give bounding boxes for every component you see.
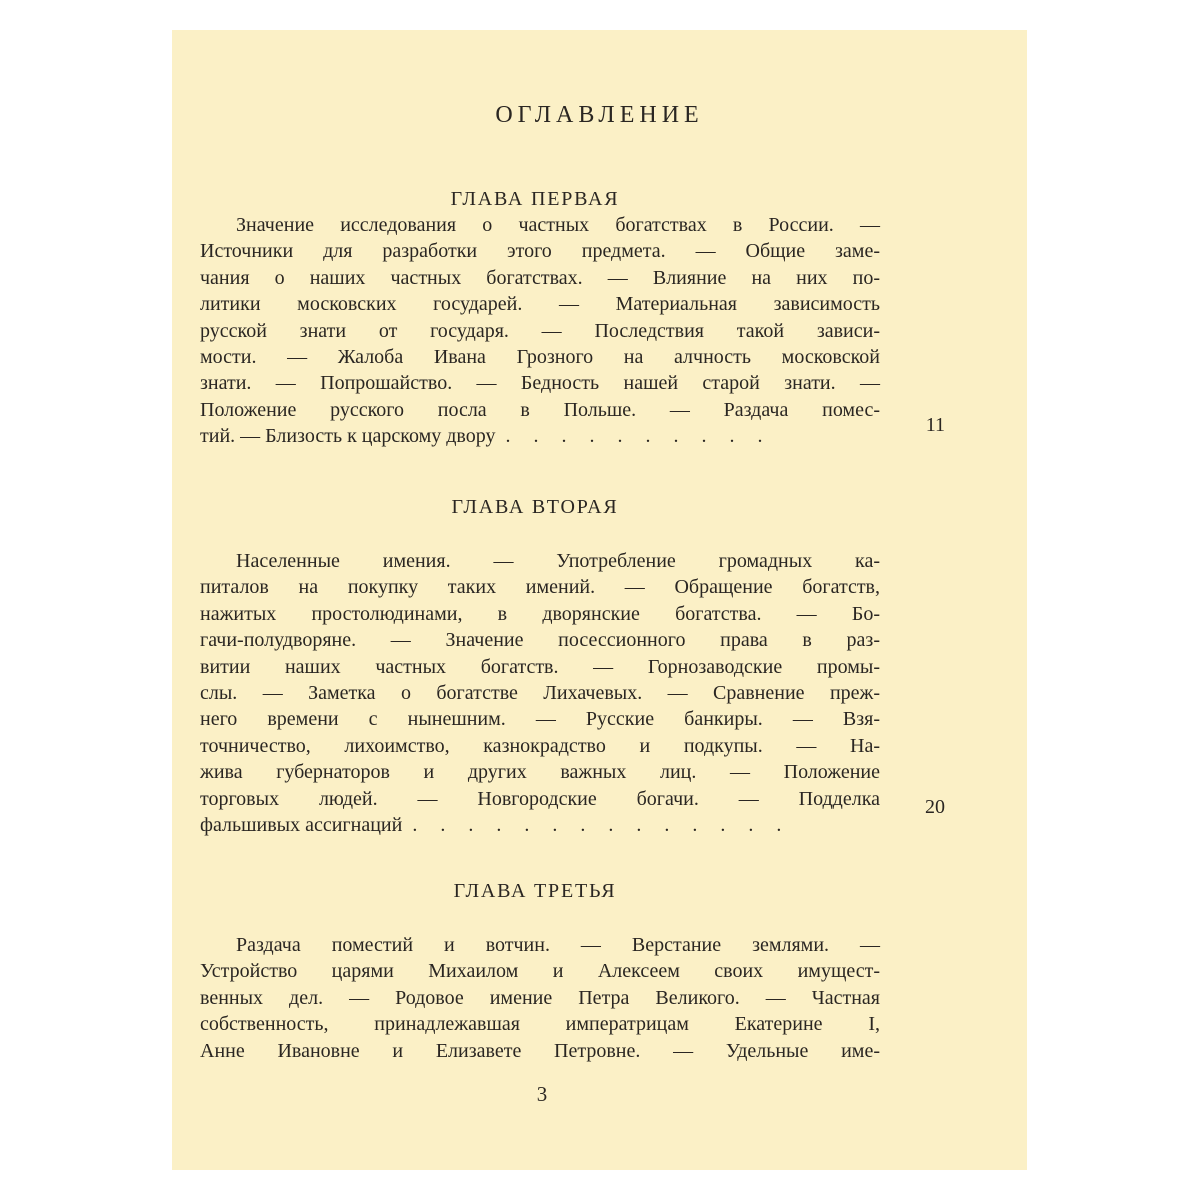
dot-leader: . . . . . . . . . . — [505, 425, 772, 448]
page-number: 3 — [536, 1082, 548, 1106]
summary-line: литики московских государей. — Материальная зависимость — [200, 293, 880, 316]
dot-leader: . . . . . . . . . . . . . . — [412, 813, 791, 836]
summary-line: знати. — Попрошайство. — Бедность нашей старой знати. — — [200, 372, 880, 395]
toc-title: ОГЛАВЛЕНИЕ — [495, 102, 704, 128]
summary-line: витии наших частных богатств. — Горнозаводские промы- — [200, 655, 880, 678]
summary-line: Положение русского посла в Польше. — Раздача помес- — [200, 398, 880, 421]
summary-line: венных дел. — Родовое имение Петра Великого. — Частная — [200, 986, 880, 1009]
summary-line: мости. — Жалоба Ивана Грозного на алчность московской — [200, 345, 880, 368]
summary-line: жива губернаторов и других важных лиц. — Положение — [200, 761, 880, 784]
summary-line: него времени с нынешним. — Русские банкиры. — Взя- — [200, 708, 880, 731]
summary-line: Раздача поместий и вотчин. — Верстание землями. — — [236, 934, 880, 956]
summary-line: Населенные имения. — Употребление громадных ка- — [236, 550, 880, 572]
summary-line-last — [200, 812, 880, 838]
summary-line: Значение исследования о частных богатствах в России. — — [236, 214, 880, 236]
summary-line: точничество, лихоимство, казнокрадство и подкупы. — На- — [200, 734, 880, 757]
summary-line: слы. — Заметка о богатстве Лихачевых. — Сравнение преж- — [200, 681, 880, 704]
chapter-1-summary — [200, 212, 880, 450]
summary-line: Источники для разработки этого предмета. — Общие заме- — [200, 240, 880, 263]
chapter-1-heading: ГЛАВА ПЕРВАЯ — [450, 188, 620, 210]
summary-text: фальшивых ассигнаций — [200, 813, 403, 836]
summary-line: чания о наших частных богатствах. — Влияние на них по- — [200, 266, 880, 289]
chapter-3-heading: ГЛАВА ТРЕТЬЯ — [453, 880, 617, 902]
chapter-2-summary — [200, 548, 880, 838]
summary-line: нажитых простолюдинами, в дворянские богатства. — Бо- — [200, 602, 880, 625]
summary-line: собственность, принадлежавшая императрицам Екатерине I, — [200, 1013, 880, 1036]
summary-line-last — [200, 423, 880, 449]
summary-line: Анне Ивановне и Елизавете Петровне. — Удельные име- — [200, 1039, 880, 1062]
summary-line: торговых людей. — Новгородские богачи. — Подделка — [200, 787, 880, 810]
summary-line: питалов на покупку таких имений. — Обращение богатств, — [200, 576, 880, 599]
summary-line: гачи-полудворяне. — Значение посессионного права в раз- — [200, 629, 880, 652]
summary-text: тий. — Близость к царскому двору — [200, 425, 496, 448]
summary-line: русской знати от государя. — Последствия такой зависи- — [200, 319, 880, 342]
summary-line: Устройство царями Михаилом и Алексеем своих имущест- — [200, 960, 880, 983]
chapter-2-heading: ГЛАВА ВТОРАЯ — [451, 496, 619, 518]
chapter-1-page-number: 11 — [925, 414, 945, 436]
chapter-2-page-number: 20 — [925, 796, 945, 818]
book-page — [172, 30, 1027, 1170]
chapter-3-summary — [200, 932, 880, 1064]
